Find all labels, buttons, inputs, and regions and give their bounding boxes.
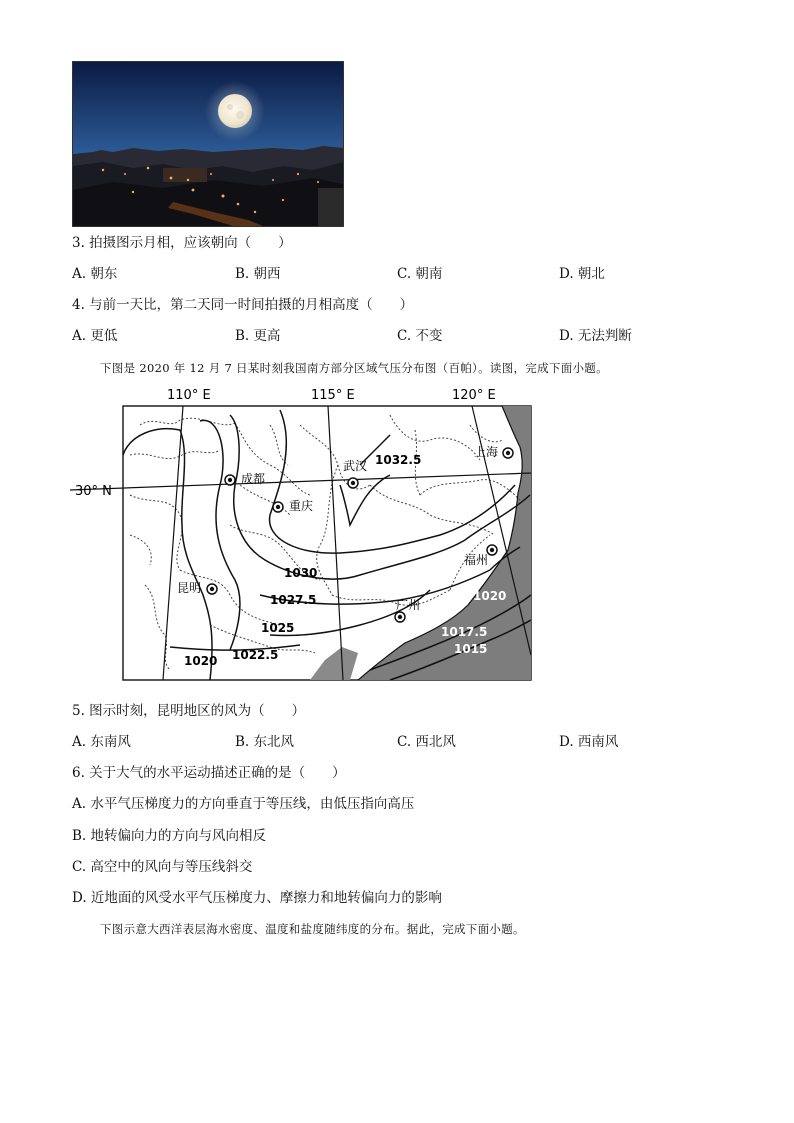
question-4-stem: 4. 与前一天比，第二天同一时间拍摄的月相高度（ ）	[72, 297, 414, 313]
city-marker-fuzhou	[487, 545, 497, 555]
question-4-option-d[interactable]: D. 无法判断	[559, 328, 632, 344]
isobar-label-1022-5: 1022.5	[232, 648, 279, 662]
city-marker-chongqing	[273, 502, 283, 512]
question-5-option-c[interactable]: C. 西北风	[397, 734, 456, 750]
next-intro-text: 下图示意大西洋表层海水密度、温度和盐度随纬度的分布。据此，完成下面小题。	[100, 922, 525, 936]
question-3-stem: 3. 拍摄图示月相，应该朝向（ ）	[72, 235, 292, 251]
latitude-label-30: 30° N	[75, 484, 112, 499]
city-marker-guangzhou	[395, 612, 405, 622]
city-label-chongqing: 重庆	[289, 499, 314, 513]
moon-photo	[72, 61, 344, 227]
question-5-option-b[interactable]: B. 东北风	[235, 734, 295, 750]
city-label-chengdu: 成都	[241, 472, 266, 486]
question-6-option-c[interactable]: C. 高空中的风向与等压线斜交	[72, 859, 253, 875]
city-label-shanghai: 上海	[474, 445, 499, 459]
city-marker-shanghai	[503, 448, 513, 458]
city-marker-chengdu	[225, 475, 235, 485]
question-6-option-d[interactable]: D. 近地面的风受水平气压梯度力、摩擦力和地转偏向力的影响	[72, 890, 442, 906]
question-4-option-a[interactable]: A. 更低	[72, 328, 118, 344]
question-4-option-b[interactable]: B. 更高	[235, 328, 281, 344]
isobar-label-1020-west: 1020	[184, 654, 218, 668]
question-5-option-a[interactable]: A. 东南风	[72, 734, 131, 750]
isobar-label-1015: 1015	[454, 642, 488, 656]
longitude-label-115: 115° E	[311, 388, 355, 403]
isobar-label-1025: 1025	[261, 621, 295, 635]
question-6-option-a[interactable]: A. 水平气压梯度力的方向垂直于等压线，由低压指向高压	[72, 796, 415, 812]
question-3-option-b[interactable]: B. 朝西	[235, 266, 281, 282]
city-marker-wuhan	[348, 478, 358, 488]
isobar-label-1027-5: 1027.5	[270, 593, 317, 607]
longitude-label-120: 120° E	[452, 388, 496, 403]
question-5-stem: 5. 图示时刻，昆明地区的风为（ ）	[72, 703, 306, 719]
city-label-wuhan: 武汉	[343, 459, 368, 473]
pressure-map	[70, 385, 540, 685]
question-3-option-c[interactable]: C. 朝南	[397, 266, 443, 282]
city-label-guangzhou: 广州	[396, 598, 421, 612]
city-label-fuzhou: 福州	[464, 553, 489, 567]
question-6-option-b[interactable]: B. 地转偏向力的方向与风向相反	[72, 828, 267, 844]
map-intro-text: 下图是 2020 年 12 月 7 日某时刻我国南方部分区域气压分布图（百帕）。读图，完成下面小题。	[100, 361, 608, 375]
isobar-label-1030: 1030	[284, 566, 318, 580]
question-5-option-d[interactable]: D. 西南风	[559, 734, 619, 750]
question-4-option-c[interactable]: C. 不变	[397, 328, 443, 344]
isobar-label-1032-5: 1032.5	[375, 453, 422, 467]
isobar-label-1020-east: 1020	[473, 589, 507, 603]
question-3-option-a[interactable]: A. 朝东	[72, 266, 118, 282]
isobar-label-1017-5: 1017.5	[441, 625, 488, 639]
city-marker-kunming	[207, 584, 217, 594]
moon-icon	[218, 94, 252, 128]
question-6-stem: 6. 关于大气的水平运动描述正确的是（ ）	[72, 765, 346, 781]
city-label-kunming: 昆明	[177, 581, 202, 595]
longitude-label-110: 110° E	[167, 388, 211, 403]
question-3-option-d[interactable]: D. 朝北	[559, 266, 605, 282]
